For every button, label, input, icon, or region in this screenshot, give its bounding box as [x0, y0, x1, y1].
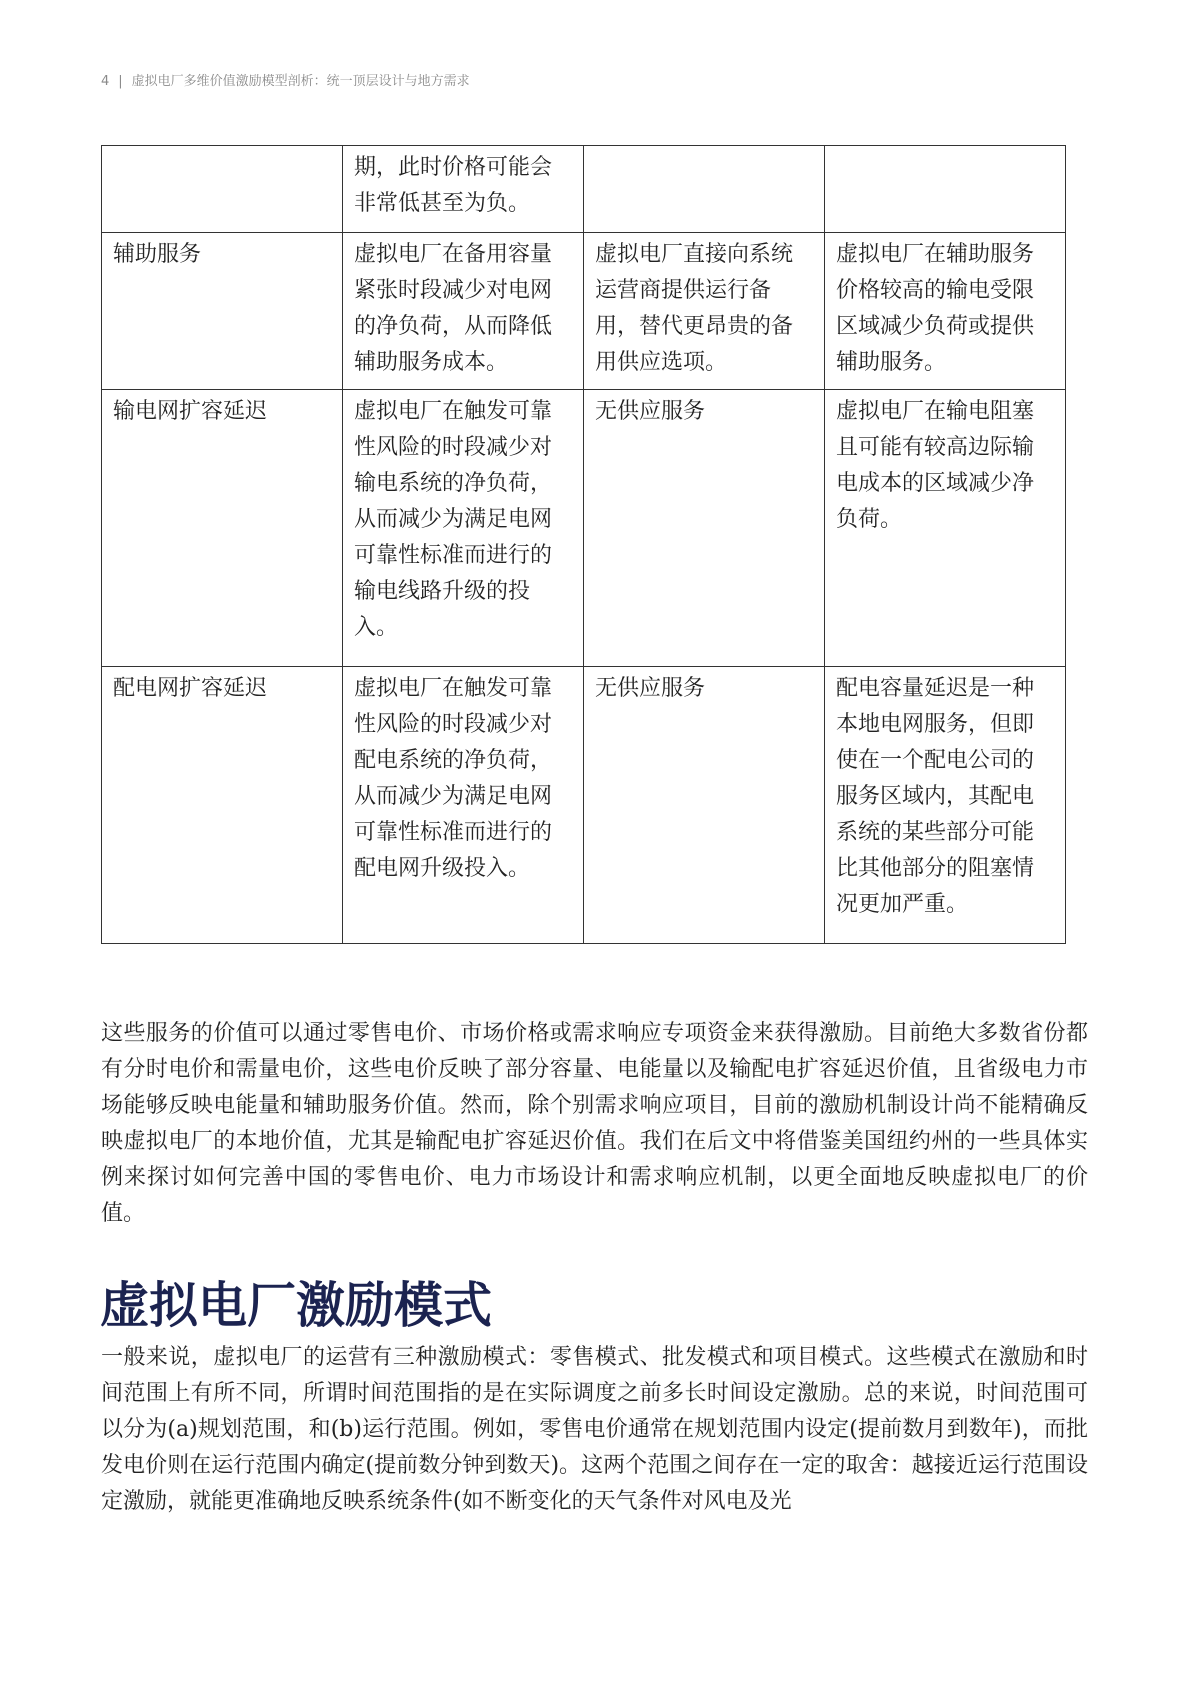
body-paragraph: 一般来说，虚拟电厂的运营有三种激励模式：零售模式、批发模式和项目模式。这些模式在激励和时间范围上有所不同，所谓时间范围指的是在实际调度之前多长时间设定激励。总的来说，时间范围可以分为(a)规划范围，和(b)运行范围。例如，零售电价通常在规划范围内设定(提前数月到数年)，而批发电价则在运行范围内确定(提前数分钟到数天)。这两个范围之间存在一定的取舍：越接近运行范围设定激励，就能更准确地反映系统条件(如不断变化的天气条件对风电及光	[101, 1345, 1088, 1514]
table-cell: 无供应服务	[584, 390, 825, 667]
section-heading: 虚拟电厂激励模式	[100, 1277, 493, 1334]
body-paragraph: 这些服务的价值可以通过零售电价、市场价格或需求响应专项资金来获得激励。目前绝大多数省份都有分时电价和需量电价，这些电价反映了部分容量、电能量以及输配电扩容延迟价值，且省级电力市场能够反映电能量和辅助服务价值。然而，除个别需求响应项目，目前的激励机制设计尚不能精确反映虚拟电厂的本地价值，尤其是输配电扩容延迟价值。我们在后文中将借鉴美国纽约州的一些具体实例来探讨如何完善中国的零售电价、电力市场设计和需求响应机制，以更全面地反映虚拟电厂的价值。	[101, 1021, 1088, 1226]
table-cell-service: 配电网扩容延迟	[102, 667, 343, 944]
value-services-table	[101, 145, 1066, 944]
table-cell: 期，此时价格可能会非常低甚至为负。	[343, 146, 584, 233]
page-number: 4	[101, 74, 110, 89]
table-cell: 虚拟电厂在触发可靠性风险的时段减少对输电系统的净负荷，从而减少为满足电网可靠性标准而进行的输电线路升级的投入。	[343, 390, 584, 667]
table-row	[102, 667, 1066, 944]
table-cell-service	[102, 146, 343, 233]
table-cell	[825, 146, 1066, 233]
page-header	[101, 70, 470, 89]
running-title: 虚拟电厂多维价值激励模型剖析：统一顶层设计与地方需求	[131, 74, 470, 89]
table-cell-service: 辅助服务	[102, 233, 343, 390]
table-cell: 配电容量延迟是一种本地电网服务，但即使在一个配电公司的服务区域内，其配电系统的某些部分可能比其他部分的阻塞情况更加严重。	[825, 667, 1066, 944]
table-cell: 虚拟电厂在触发可靠性风险的时段减少对配电系统的净负荷，从而减少为满足电网可靠性标准而进行的配电网升级投入。	[343, 667, 584, 944]
table-row	[102, 390, 1066, 667]
table-row	[102, 146, 1066, 233]
table-cell: 无供应服务	[584, 667, 825, 944]
table-cell-service: 输电网扩容延迟	[102, 390, 343, 667]
table-cell: 虚拟电厂在输电阻塞且可能有较高边际输电成本的区域减少净负荷。	[825, 390, 1066, 667]
table-cell: 虚拟电厂直接向系统运营商提供运行备用，替代更昂贵的备用供应选项。	[584, 233, 825, 390]
table-row	[102, 233, 1066, 390]
table-cell: 虚拟电厂在备用容量紧张时段减少对电网的净负荷，从而降低辅助服务成本。	[343, 233, 584, 390]
table-cell	[584, 146, 825, 233]
header-separator: |	[118, 74, 123, 89]
table-cell: 虚拟电厂在辅助服务价格较高的输电受限区域减少负荷或提供辅助服务。	[825, 233, 1066, 390]
